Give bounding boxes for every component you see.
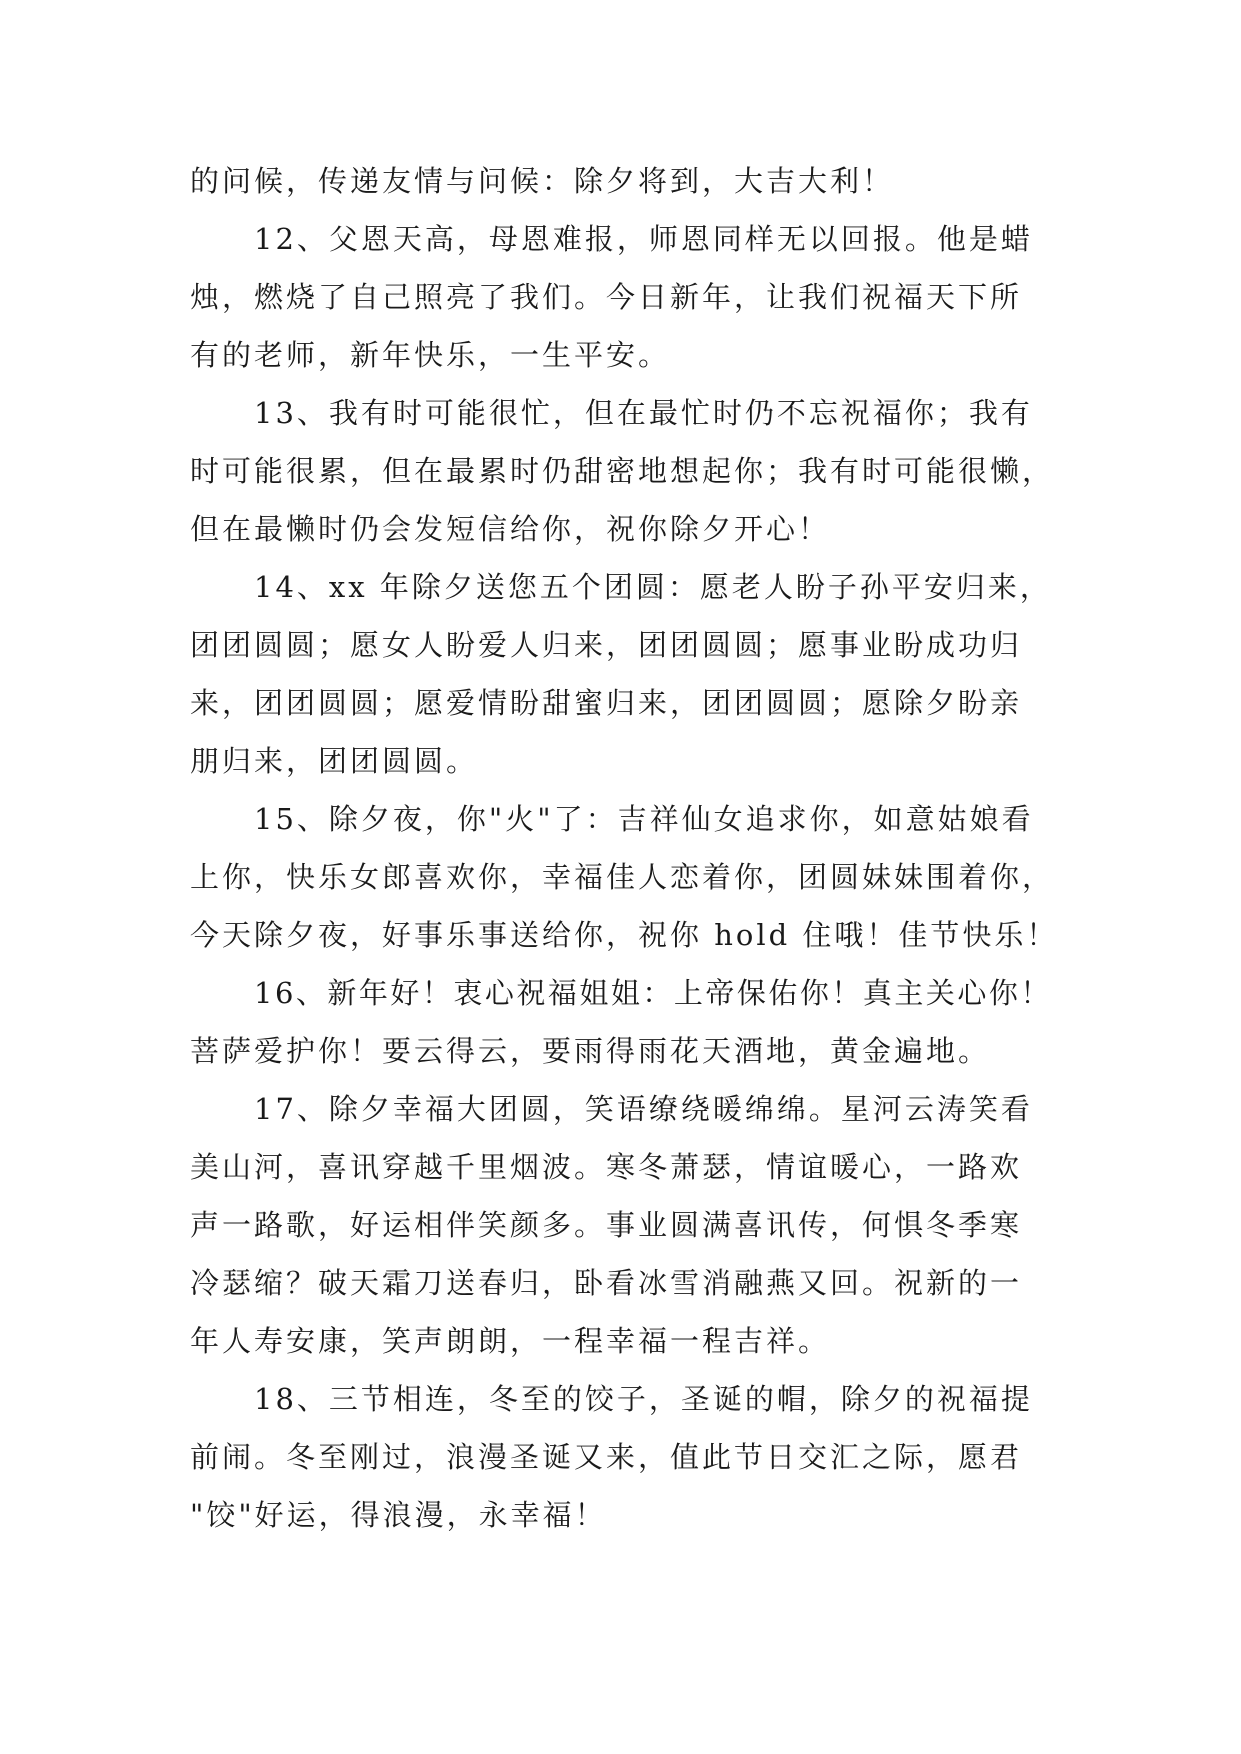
paragraph-17	[190, 1080, 1060, 1370]
paragraph-line: 16、新年好！衷心祝福姐姐：上帝保佑你！真主关心你！	[254, 976, 1052, 1010]
paragraph-line: 但在最懒时仍会发短信给你，祝你除夕开心！	[190, 512, 831, 546]
paragraph-line: 菩萨爱护你！要云得云，要雨得雨花天酒地，黄金遍地。	[190, 1034, 991, 1068]
paragraph-line: 上你，快乐女郎喜欢你，幸福佳人恋着你，团圆妹妹围着你，	[190, 860, 1055, 894]
paragraph-line: 15、除夕夜，你"火"了：吉祥仙女追求你，如意姑娘看	[254, 802, 1034, 836]
paragraph-line: 13、我有时可能很忙，但在最忙时仍不忘祝福你；我有	[254, 396, 1033, 430]
paragraph-15	[190, 790, 1060, 964]
paragraph-line: 前闹。冬至刚过，浪漫圣诞又来，值此节日交汇之际，愿君	[190, 1440, 1023, 1474]
paragraph-line: 声一路歌，好运相伴笑颜多。事业圆满喜讯传，何惧冬季寒	[190, 1208, 1023, 1242]
paragraph-line: 今天除夕夜，好事乐事送给你，祝你 hold 住哦！佳节快乐！	[190, 918, 1059, 952]
paragraph-line: 烛，燃烧了自己照亮了我们。今日新年，让我们祝福天下所	[190, 280, 1023, 314]
paragraph-line: 团团圆圆；愿女人盼爱人归来，团团圆圆；愿事业盼成功归	[190, 628, 1023, 662]
paragraph-line: 来，团团圆圆；愿爱情盼甜蜜归来，团团圆圆；愿除夕盼亲	[190, 686, 1023, 720]
paragraph-line: 时可能很累，但在最累时仍甜密地想起你；我有时可能很懒，	[190, 454, 1055, 488]
paragraph-line: 12、父恩天高，母恩难报，师恩同样无以回报。他是蜡	[254, 222, 1033, 256]
paragraph-16	[190, 964, 1060, 1080]
paragraph-line: 的问候，传递友情与问候：除夕将到，大吉大利！	[190, 164, 895, 198]
paragraph-line: 14、xx 年除夕送您五个团圆：愿老人盼子孙平安归来，	[254, 570, 1052, 604]
paragraph-line: 有的老师，新年快乐，一生平安。	[190, 338, 671, 372]
paragraph-11-continuation	[190, 152, 1060, 210]
paragraph-line: 冷瑟缩？破天霜刀送春归，卧看冰雪消融燕又回。祝新的一	[190, 1266, 1023, 1300]
paragraph-line: "饺"好运，得浪漫，永幸福！	[190, 1498, 607, 1532]
paragraph-13	[190, 384, 1060, 558]
paragraph-line: 年人寿安康，笑声朗朗，一程幸福一程吉祥。	[190, 1324, 831, 1358]
paragraph-line: 朋归来，团团圆圆。	[190, 744, 479, 778]
paragraph-line: 18、三节相连，冬至的饺子，圣诞的帽，除夕的祝福提	[254, 1382, 1033, 1416]
document-body	[190, 152, 1060, 1544]
paragraph-18	[190, 1370, 1060, 1544]
paragraph-line: 17、除夕幸福大团圆，笑语缭绕暖绵绵。星河云涛笑看	[254, 1092, 1033, 1126]
paragraph-14	[190, 558, 1060, 790]
paragraph-12	[190, 210, 1060, 384]
paragraph-line: 美山河，喜讯穿越千里烟波。寒冬萧瑟，情谊暖心，一路欢	[190, 1150, 1023, 1184]
